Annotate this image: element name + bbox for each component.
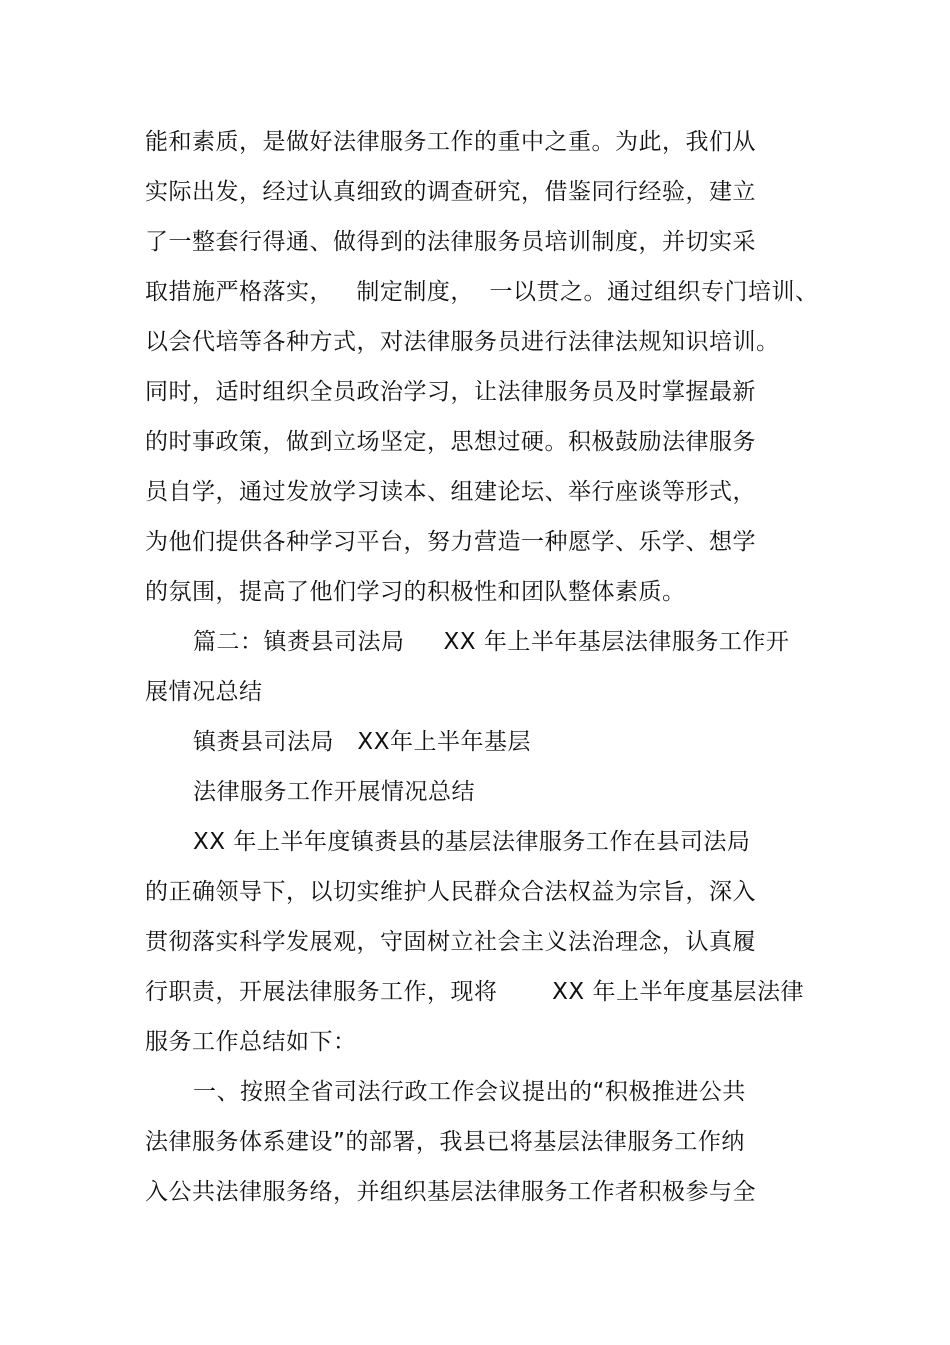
text-line: 为他们提供各种学习平台，努力营造一种愿学、乐学、想学 (145, 529, 756, 555)
subtitle-line: 法律服务工作开展情况总结 (193, 779, 475, 805)
text-line: 能和素质，是做好法律服务工作的重中之重。为此，我们从 (145, 129, 756, 155)
section-heading-line: 展情况总结 (145, 679, 263, 705)
text-line: 服务工作总结如下： (145, 1029, 357, 1055)
text-line: 同时，适时组织全员政治学习，让法律服务员及时掌握最新 (145, 379, 756, 405)
section-heading-line: 篇二：镇赉县司法局 XX 年上半年基层法律服务工作开 (193, 629, 790, 655)
text-line: 一、按照全省司法行政工作会议提出的“积极推进公共 (193, 1079, 746, 1105)
text-line: 的正确领导下，以切实维护人民群众合法权益为宗旨，深入 (145, 879, 756, 905)
text-line: 的时事政策，做到立场坚定，思想过硬。积极鼓励法律服务 (145, 429, 756, 455)
text-line: 取措施严格落实， 制定制度， 一以贯之。通过组织专门培训、 (145, 279, 819, 305)
subtitle-line: 镇赉县司法局 XX年上半年基层 (193, 729, 531, 755)
text-line: 贯彻落实科学发展观，守固树立社会主义法治理念，认真履 (145, 929, 756, 955)
text-line: 的氛围，提高了他们学习的积极性和团队整体素质。 (145, 579, 686, 605)
text-line: 法律服务体系建设”的部署，我县已将基层法律服务工作纳 (145, 1129, 745, 1155)
text-line: 员自学，通过发放学习读本、组建论坛、举行座谈等形式， (145, 479, 756, 505)
text-line: 实际出发，经过认真细致的调查研究，借鉴同行经验，建立 (145, 179, 756, 205)
text-line: 行职责，开展法律服务工作，现将 XX 年上半年度基层法律 (145, 979, 805, 1005)
text-line: 入公共法律服务络，并组织基层法律服务工作者积极参与全 (145, 1179, 756, 1205)
text-line: 以会代培等各种方式，对法律服务员进行法律法规知识培训。 (145, 329, 780, 355)
text-line: XX 年上半年度镇赉县的基层法律服务工作在县司法局 (193, 829, 751, 855)
text-line: 了一整套行得通、做得到的法律服务员培训制度，并切实采 (145, 229, 756, 255)
